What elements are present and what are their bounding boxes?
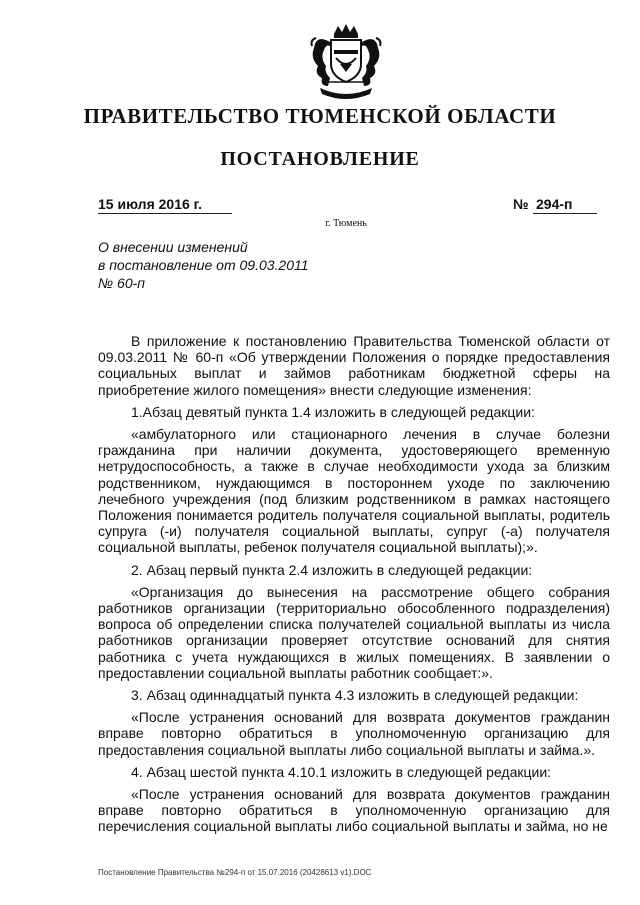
intro-paragraph: В приложение к постановлению Правительства Тюменской области от 09.03.2011 № 60-п «Об утверждении Положения о порядке предоставления социальных выплат и займов работникам бюджетной сферы на приобретение жилого помещения» внести следующие изменения:: [98, 333, 610, 398]
government-name: ПРАВИТЕЛЬСТВО ТЮМЕНСКОЙ ОБЛАСТИ: [83, 104, 557, 128]
subject-line-2: в постановление от 09.03.2011: [98, 257, 309, 273]
item-4-heading: 4. Абзац шестой пункта 4.10.1 изложить в следующей редакции:: [131, 763, 552, 780]
item-3-heading: 3. Абзац одиннадцатый пункта 4.3 изложить в следующей редакции:: [131, 687, 579, 704]
subject-line-3: № 60-п: [98, 275, 145, 291]
item-3-text: «После устранения оснований для возврата документов гражданин вправе повторно обратиться в уполномоченную организацию для предоставления социальной выплаты либо социальной выплаты и займа.».: [98, 709, 610, 758]
item-2-heading: 2. Абзац первый пункта 2.4 изложить в следующей редакции:: [131, 561, 533, 578]
document-footer: Постановление Правительства №294-п от 15.07.2016 (20428613 v1).DOC: [98, 868, 372, 877]
document-number: 294-п: [533, 196, 597, 214]
coat-of-arms-icon: [296, 20, 396, 102]
document-city: г. Тюмень: [325, 218, 367, 229]
item-1-text: «амбулаторного или стационарного лечения в случае болезни гражданина при наличии документа, удостоверяющего временную нетрудоспособность, а также в случае необходимости ухода за близким родственником, нуждающимся в постороннем уходе по заключению лечебного учреждения (под близким родственником в рамках настоящего Положения понимается родитель получателя социальной выплаты, родитель супруга (-и) получателя социальной выплаты, супруг (-а) получателя социальной выплаты, ребенок получателя социальной выплаты);».: [98, 426, 610, 556]
document-date: 15 июля 2016 г.: [98, 196, 232, 214]
item-1-heading: 1.Абзац девятый пункта 1.4 изложить в следующей редакции:: [131, 403, 535, 420]
item-4-text: «После устранения оснований для возврата документов гражданин вправе повторно обратиться в уполномоченную организацию для перечисления социальной выплаты либо социальной выплаты и займа, но не: [98, 786, 610, 835]
document-number-label: №: [513, 196, 529, 212]
document-body: [98, 333, 610, 841]
document-subject: [98, 238, 309, 292]
subject-line-1: О внесении изменений: [98, 239, 248, 255]
document-type: ПОСТАНОВЛЕНИЕ: [220, 148, 420, 170]
item-2-text: «Организация до вынесения на рассмотрение общего собрания работников организации (территориально обособленного подразделения) вопроса об определении списка получателей социальной выплаты из числа работников организации проверяет отсутствие оснований для снятия работника с учета нуждающихся в жилых помещениях. В заявлении о предоставлении социальной выплаты работник сообщает:».: [98, 583, 610, 681]
